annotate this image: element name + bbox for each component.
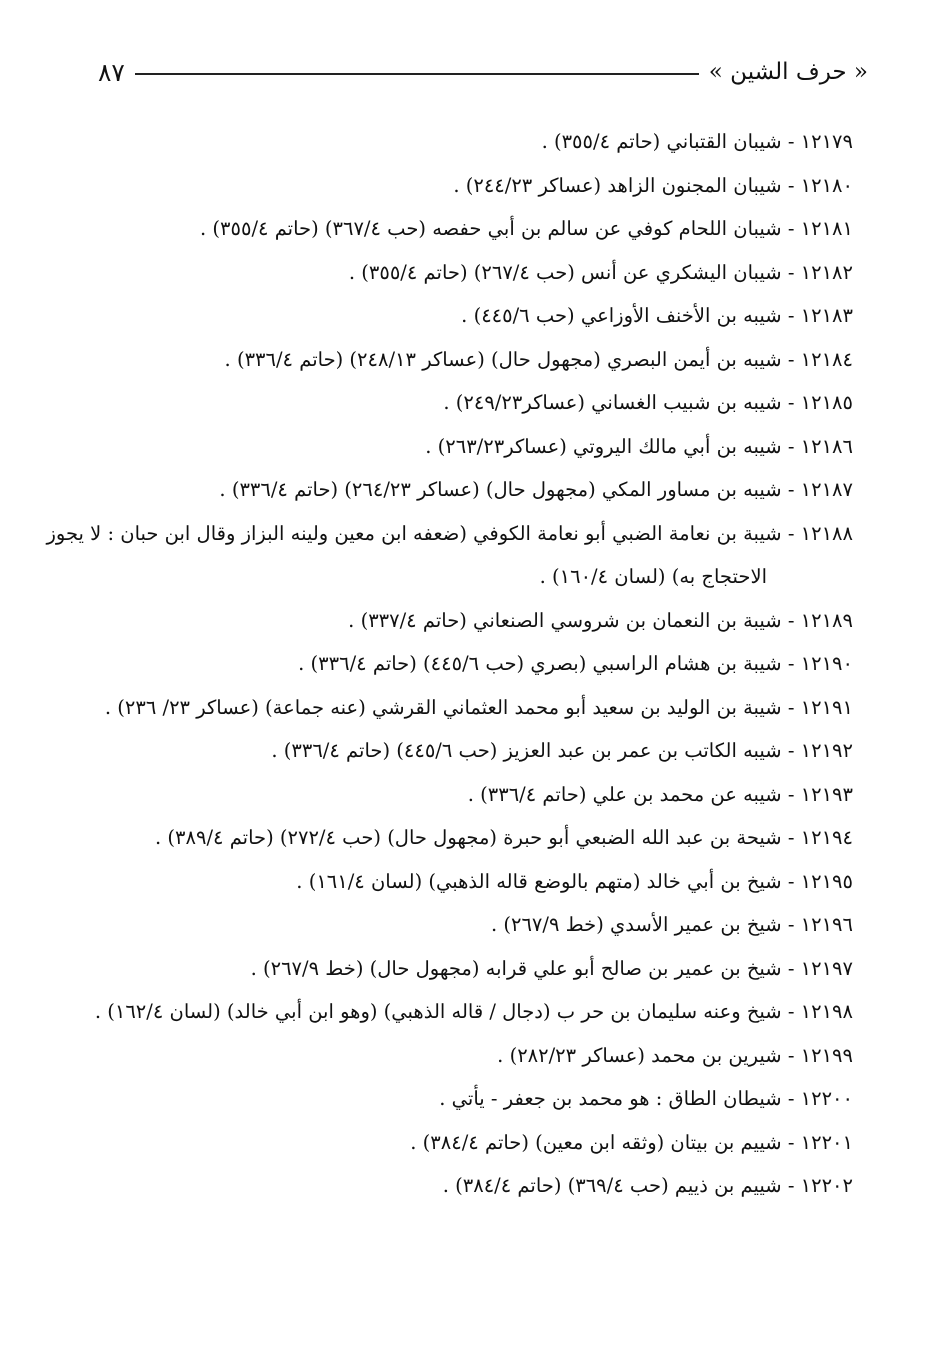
entry-12186: ١٢١٨٦ - شيبه بن أبي مالك اليروتي (عساكر٢٦٣/٢٣) . (425, 434, 853, 458)
entry-12191: ١٢١٩١ - شيبة بن الوليد بن سعيد أبو محمد العثماني القرشي (عنه جماعة) (عساكر ٢٣/ ٢٣٦) . (104, 695, 853, 719)
entry-12197: ١٢١٩٧ - شيخ بن عمير بن صالح أبو علي قرابه (مجهول حال) (خط ٢٦٧/٩) . (250, 956, 853, 980)
entry-12192: ١٢١٩٢ - شيبه الكاتب بن عمر بن عبد العزيز (حب ٤٤٥/٦) (حاتم ٣٣٦/٤) . (271, 739, 853, 762)
entry-list (46, 120, 853, 1208)
entry-12201: ١٢٢٠١ - شييم بن بيتان (وثقه ابن معين) (حاتم ٣٨٤/٤) . (410, 1130, 853, 1154)
entry-12202: ١٢٢٠٢ - شييم بن ذييم (حب ٣٦٩/٤) (حاتم ٣٨٤/٤) . (442, 1174, 853, 1197)
chapter-title: « حرف الشين » (708, 59, 868, 85)
entry-12184: ١٢١٨٤ - شيبه بن أيمن البصري (مجهول حال) (عساكر ٢٤٨/١٣) (حاتم ٣٣٦/٤) . (224, 347, 853, 371)
entry-12187: ١٢١٨٧ - شيبه بن مساور المكي (مجهول حال) (عساكر ٢٦٤/٢٣) (حاتم ٣٣٦/٤) . (219, 478, 853, 501)
entry-12181: ١٢١٨١ - شيبان اللحام كوفي عن سالم بن أبي حفصه (حب ٣٦٧/٤) (حاتم ٣٥٥/٤) . (200, 217, 853, 240)
entry-12179: ١٢١٧٩ - شيبان القتباني (حاتم ٣٥٥/٤) . (541, 130, 853, 153)
entry-12185: ١٢١٨٥ - شيبه بن شبيب الغساني (عساكر٢٤٩/٢٣) . (443, 391, 853, 414)
entry-12180: ١٢١٨٠ - شيبان المجنون الزاهد (عساكر ٢٤٤/٢٣) . (453, 173, 853, 197)
entry-12200: ١٢٢٠٠ - شيطان الطاق : هو محمد بن جعفر - يأتي . (439, 1087, 853, 1110)
entry-12198: ١٢١٩٨ - شيخ وعنه سليمان بن حر ب (دجال / قاله الذهبي) (وهو ابن أبي خالد) (لسان ١٦٢/٤) . (94, 1000, 853, 1023)
entry-12188-line-1: ١٢١٨٨ - شيبة بن نعامة الضبي أبو نعامة الكوفي (ضعفه ابن معين ولينه البزاز وقال ابن حبان : لا يجوز (46, 521, 853, 545)
page-header (98, 52, 868, 92)
entry-12183: ١٢١٨٣ - شيبه بن الأخنف الأوزاعي (حب ٤٤٥/٦) . (461, 304, 853, 327)
entry-12190: ١٢١٩٠ - شيبة بن هشام الراسبي (بصري (حب ٤٤٥/٦) (حاتم ٣٣٦/٤) . (298, 652, 853, 675)
entry-12188 (46, 512, 853, 599)
entry-12193: ١٢١٩٣ - شيبه عن محمد بن علي (حاتم ٣٣٦/٤) . (467, 782, 853, 806)
entry-12195: ١٢١٩٥ - شيخ بن أبي خالد (متهم بالوضع قاله الذهبي) (لسان ١٦١/٤) . (296, 869, 853, 893)
entry-12199: ١٢١٩٩ - شيرين بن محمد (عساكر ٢٨٢/٢٣) . (497, 1043, 853, 1067)
page-number: ٨٧ (98, 57, 125, 87)
header-rule (135, 73, 699, 75)
entry-12182: ١٢١٨٢ - شيبان اليشكري عن أنس (حب ٢٦٧/٤) (حاتم ٣٥٥/٤) . (348, 260, 853, 284)
entry-12188-line-2: الاحتجاج به) (لسان ١٦٠/٤) . (539, 565, 767, 588)
entry-12189: ١٢١٨٩ - شيبة بن النعمان بن شروسي الصنعاني (حاتم ٣٣٧/٤) . (348, 608, 853, 632)
entry-12196: ١٢١٩٦ - شيخ بن عمير الأسدي (خط ٢٦٧/٩) . (490, 913, 853, 936)
entry-12194: ١٢١٩٤ - شيحة بن عبد الله الضبعي أبو حبرة (مجهول حال) (حب ٢٧٢/٤) (حاتم ٣٨٩/٤) . (155, 826, 853, 849)
